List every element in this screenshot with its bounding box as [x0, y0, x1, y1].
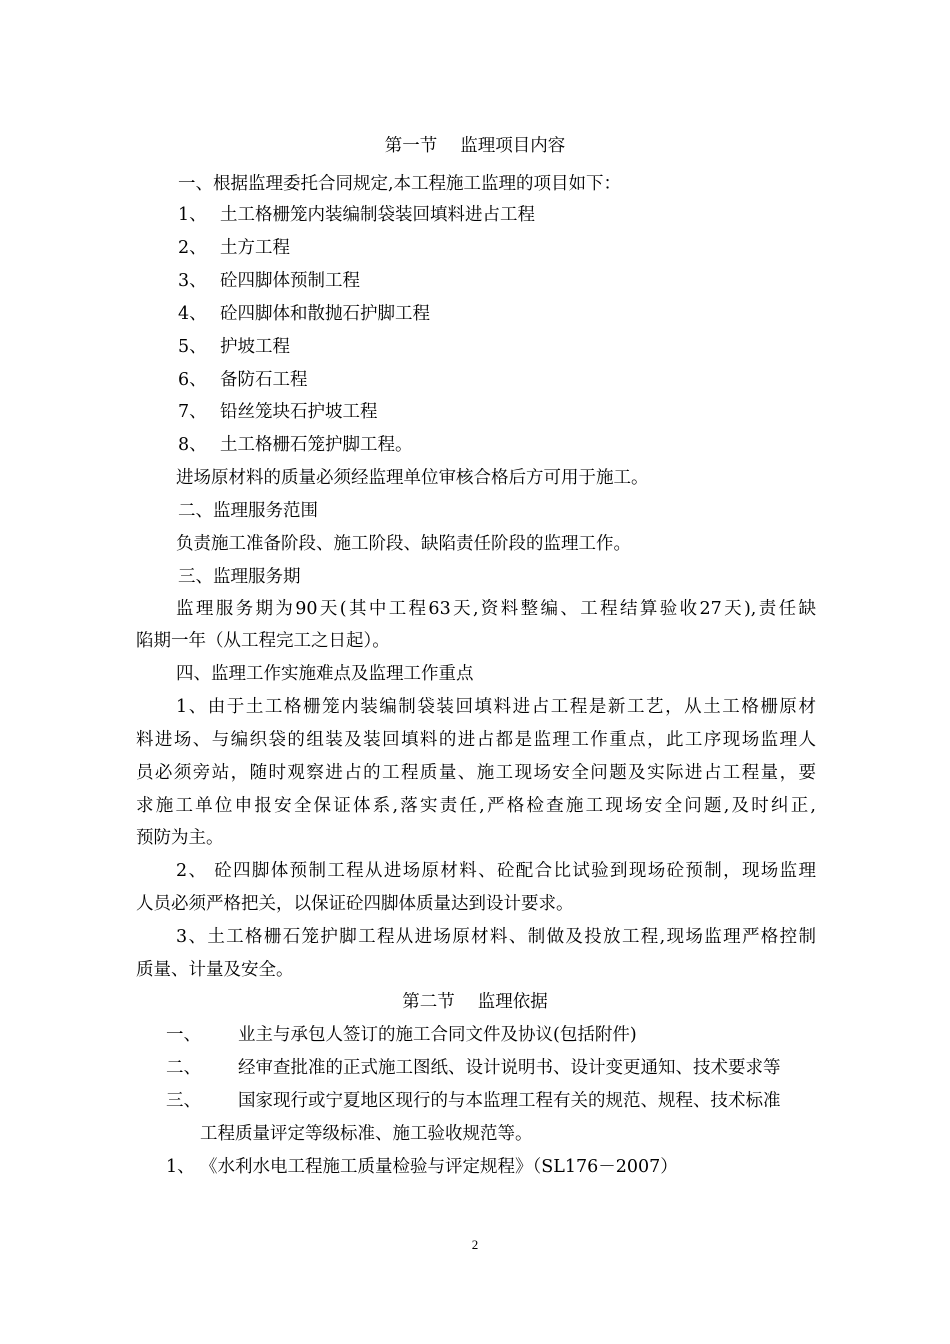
part2-text: 负责施工准备阶段、施工阶段、缺陷责任阶段的监理工作。 [176, 534, 631, 554]
part4-title: 四、监理工作实施难点及监理工作重点 [176, 664, 474, 684]
paragraph-line: 求施工单位申报安全保证体系,落实责任,严格检查施工现场安全问题,及时纠正, [136, 796, 816, 816]
item-number: 8、 [178, 435, 207, 455]
item-number: 4、 [178, 304, 207, 324]
list-item [178, 269, 360, 293]
list-item [166, 1056, 781, 1080]
item-text: 国家现行或宁夏地区现行的与本监理工程有关的规范、规程、技术标准 [238, 1091, 781, 1111]
list-item [178, 400, 378, 424]
list-item [178, 368, 308, 392]
list-item-continuation: 工程质量评定等级标准、施工验收规范等。 [200, 1124, 533, 1144]
list-item [178, 236, 290, 260]
item-text: 备防石工程 [220, 370, 308, 390]
part1-title: 一、根据监理委托合同规定,本工程施工监理的项目如下： [178, 174, 622, 194]
sub-list-item [166, 1155, 678, 1179]
list-item [166, 1023, 637, 1047]
item-number: 7、 [178, 402, 207, 422]
paragraph-line: 员必须旁站，随时观察进占的工程质量、施工现场安全问题及实际进占工程量，要 [136, 763, 816, 783]
item-number: 5、 [178, 337, 207, 357]
item-number: 6、 [178, 370, 207, 390]
item-text: 土方工程 [220, 238, 290, 258]
item-number: 3、 [178, 271, 207, 291]
page-number: 2 [471, 1237, 479, 1252]
paragraph-line: 质量、计量及安全。 [136, 960, 294, 980]
section1-title: 第一节 监理项目内容 [384, 136, 566, 156]
item-text: 经审查批准的正式施工图纸、设计说明书、设计变更通知、技术要求等 [238, 1058, 781, 1078]
item-text: 砼四脚体预制工程 [220, 271, 360, 291]
paragraph-line: 1、由于土工格栅笼内装编制袋装回填料进占工程是新工艺，从土工格栅原材 [176, 697, 816, 717]
item-text: 业主与承包人签订的施工合同文件及协议(包括附件) [238, 1025, 637, 1045]
list-item [166, 1089, 781, 1113]
material-note: 进场原材料的质量必须经监理单位审核合格后方可用于施工。 [176, 468, 649, 488]
list-item [178, 433, 413, 457]
paragraph-line: 人员必须严格把关，以保证砼四脚体质量达到设计要求。 [136, 894, 574, 914]
part3-text-line: 监理服务期为90天(其中工程63天,资料整编、工程结算验收27天),责任缺 [176, 599, 816, 619]
paragraph-line: 预防为主。 [136, 828, 224, 848]
item-number: 二、 [166, 1058, 201, 1078]
part2-title: 二、监理服务范围 [178, 501, 318, 521]
paragraph-line: 2、 砼四脚体预制工程从进场原材料、砼配合比试验到现场砼预制，现场监理 [176, 861, 816, 881]
list-item [178, 203, 535, 227]
item-number: 三、 [166, 1091, 201, 1111]
item-number: 一、 [166, 1025, 201, 1045]
item-text: 《水利水电工程施工质量检验与评定规程》（SL176－2007） [200, 1157, 678, 1177]
item-text: 铅丝笼块石护坡工程 [220, 402, 378, 422]
paragraph-line: 3、土工格栅石笼护脚工程从进场原材料、制做及投放工程,现场监理严格控制 [176, 927, 816, 947]
part3-title: 三、监理服务期 [178, 567, 301, 587]
item-text: 土工格栅笼内装编制袋装回填料进占工程 [220, 205, 535, 225]
list-item [178, 302, 430, 326]
section2-title: 第二节 监理依据 [402, 992, 548, 1012]
item-number: 1、 [166, 1157, 195, 1177]
item-number: 1、 [178, 205, 207, 225]
part3-text-line: 陷期一年（从工程完工之日起）。 [136, 631, 390, 651]
item-text: 土工格栅石笼护脚工程。 [220, 435, 413, 455]
item-text: 砼四脚体和散抛石护脚工程 [220, 304, 430, 324]
item-text: 护坡工程 [220, 337, 290, 357]
list-item [178, 335, 290, 359]
paragraph-line: 料进场、与编织袋的组装及装回填料的进占都是监理工作重点，此工序现场监理人 [136, 730, 816, 750]
item-number: 2、 [178, 238, 207, 258]
